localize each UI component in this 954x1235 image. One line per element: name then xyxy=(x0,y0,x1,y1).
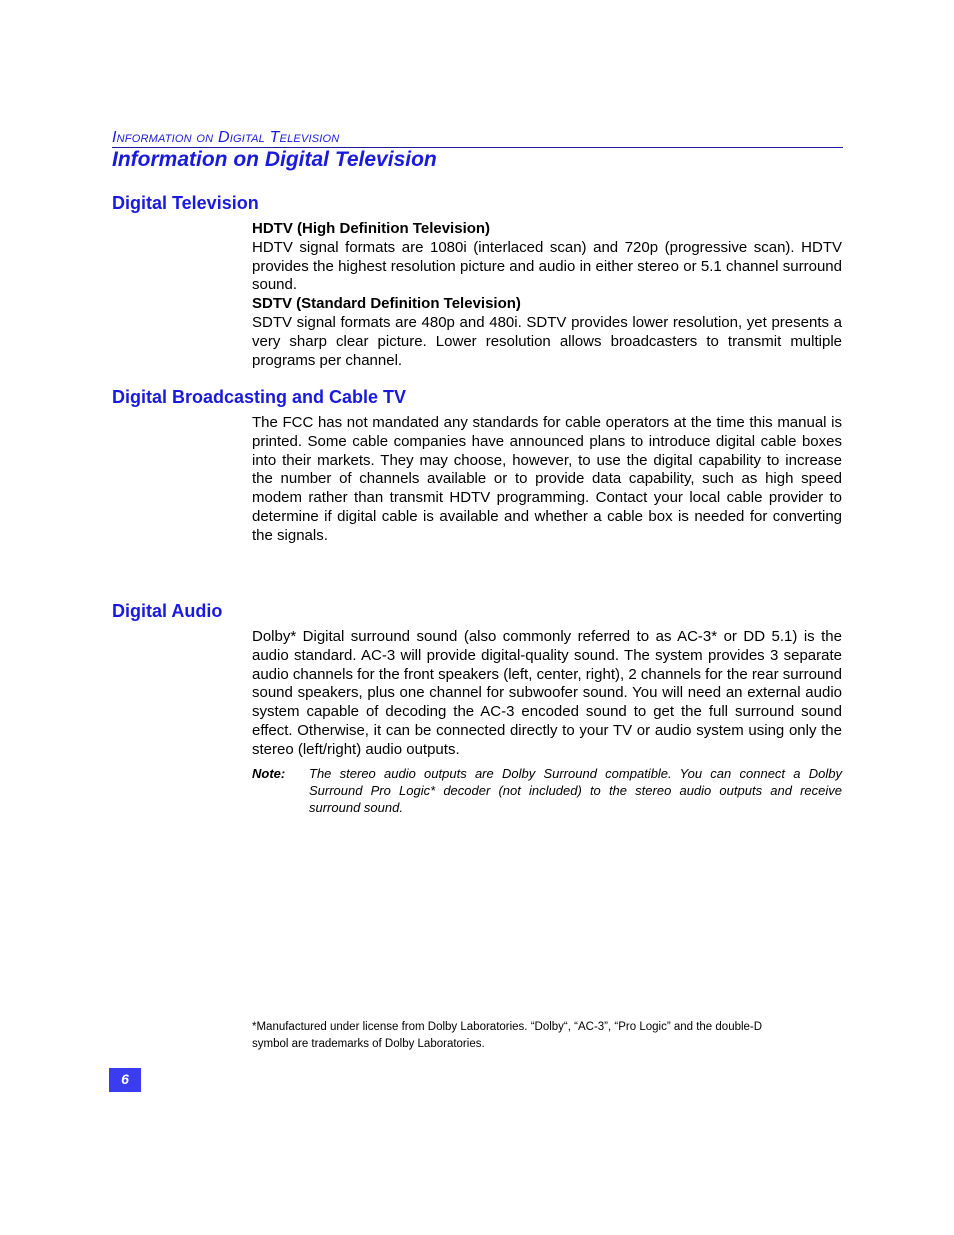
note-text: The stereo audio outputs are Dolby Surround compatible. You can connect a Dolby Surround Pro Logic* decoder (not included) to the stereo audio outputs and receive surround sound. xyxy=(309,766,842,815)
page-title: Information on Digital Television xyxy=(112,148,437,171)
footnote-line-1: *Manufactured under license from Dolby Laboratories. “Dolby“, “AC-3”, “Pro Logic” and the double-D xyxy=(252,1021,763,1033)
hdtv-paragraph: HDTV signal formats are 1080i (interlaced scan) and 720p (progressive scan). HDTV provides the highest resolution picture and audio in either stereo or 5.1 channel surround sound. xyxy=(252,238,842,294)
digital-broadcasting-paragraph: The FCC has not mandated any standards for cable operators at the time this manual is printed. Some cable companies have announced plans to introduce digital cable boxes into their markets. They may choose, however, to use the digital capability to increase the number of channels available or to provide data capability, such as high speed modem rather than transmit HDTV programming. Contact your local cable provider to determine if digital cable is available and whether a cable box is needed for converting the signals. xyxy=(252,414,842,544)
running-header: Information on Digital Television xyxy=(112,129,340,146)
hdtv-subheading: HDTV (High Definition Television) xyxy=(252,220,491,237)
section-heading-digital-broadcasting: Digital Broadcasting and Cable TV xyxy=(112,387,407,407)
page-number-tab: 6 xyxy=(109,1068,141,1092)
note-label: Note: xyxy=(252,766,286,781)
sdtv-paragraph: SDTV signal formats are 480p and 480i. SDTV provides lower resolution, yet presents a very sharp clear picture. Lower resolution allows broadcasters to transmit multiple programs per channel. xyxy=(252,313,842,369)
digital-broadcasting-body xyxy=(252,414,842,546)
section-heading-digital-television: Digital Television xyxy=(112,193,259,213)
section-heading-digital-audio: Digital Audio xyxy=(112,601,223,621)
digital-television-body xyxy=(252,220,842,370)
sdtv-subheading: SDTV (Standard Definition Television) xyxy=(252,295,521,313)
digital-audio-paragraph: Dolby* Digital surround sound (also commonly referred to as AC-3* or DD 5.1) is the audio standard. AC-3 will provide digital-quality sound. The system provides 3 separate audio channels for the front speakers (left, center, right), 2 channels for the rear surround sound speakers, plus one channel for subwoofer sound. You will need an external audio system capable of decoding the AC-3 encoded sound to get the full surround sound effect. Otherwise, it can be connected directly to your TV or audio system using only the stereo (left/right) audio outputs. xyxy=(252,628,842,758)
footnote-line-2: symbol are trademarks of Dolby Laboratories. xyxy=(252,1037,485,1050)
trademark-footnote xyxy=(252,1019,832,1052)
digital-audio-body xyxy=(252,628,842,760)
